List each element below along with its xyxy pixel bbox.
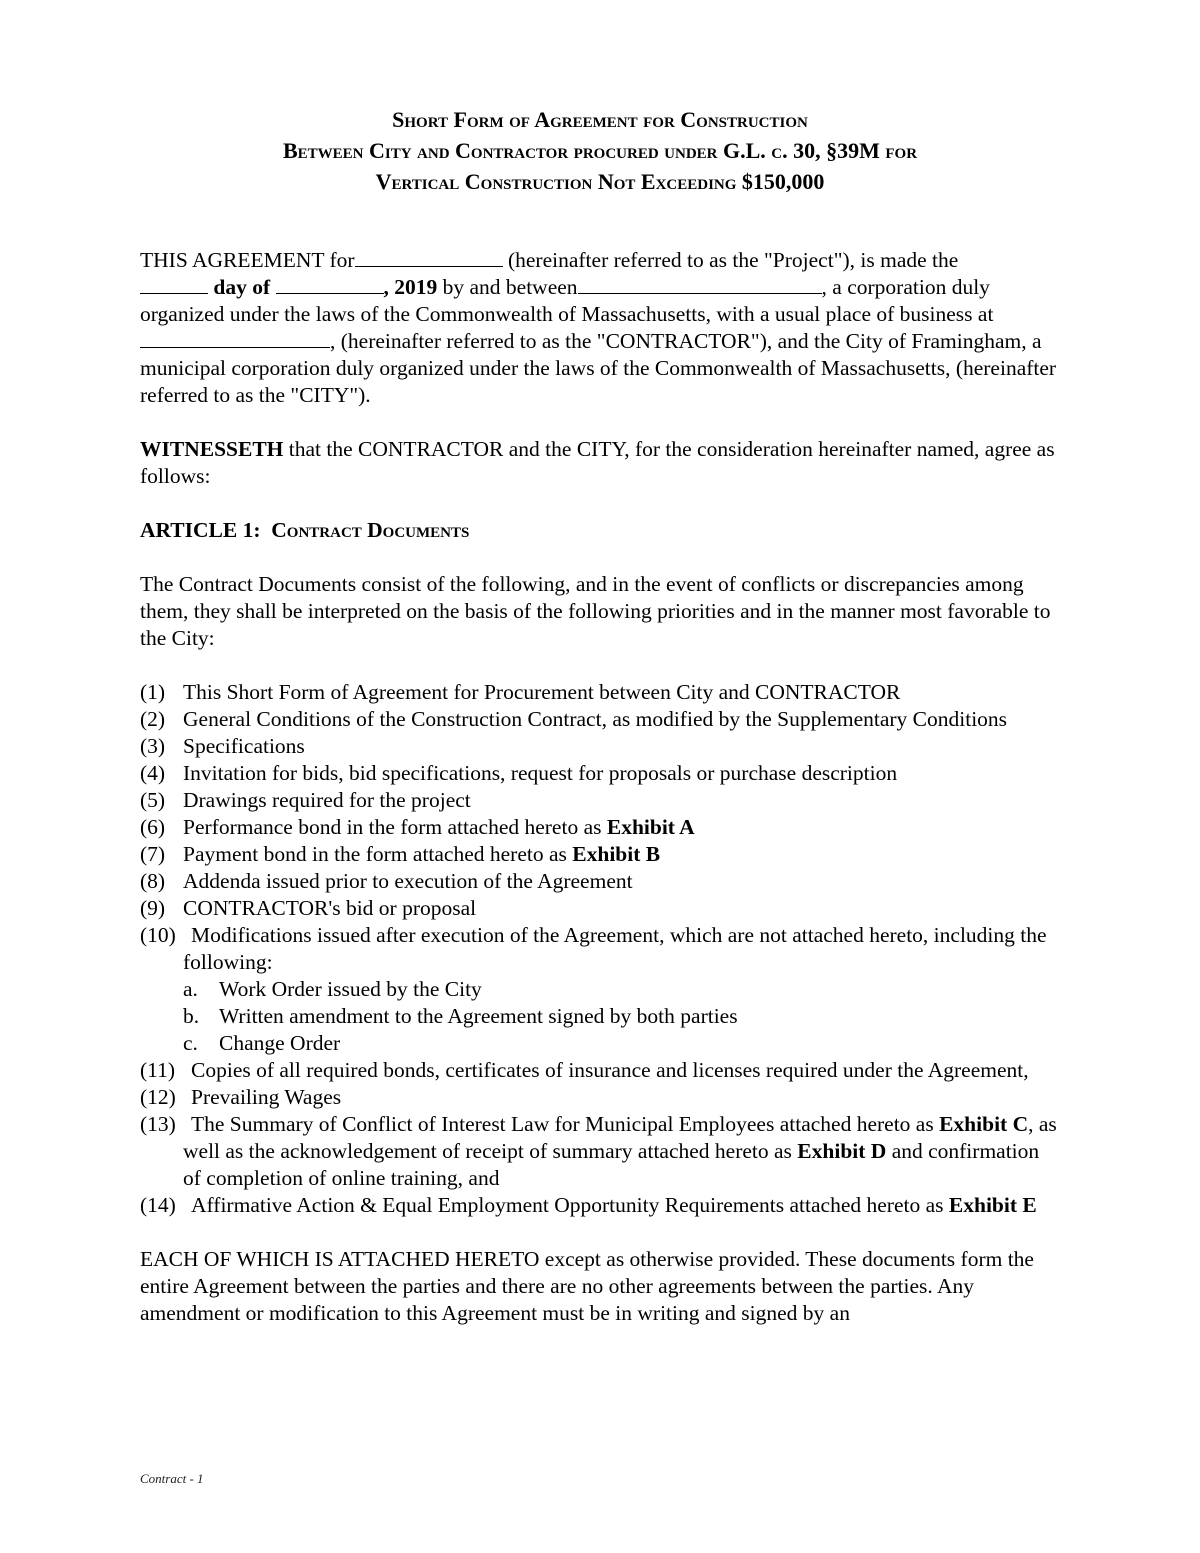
article-1-title: Contract Documents: [271, 518, 470, 542]
list-number: (3): [140, 734, 166, 758]
exhibit-e-label: Exhibit E: [948, 1193, 1037, 1217]
list-item: [140, 1057, 1060, 1084]
list-number: (14): [140, 1193, 176, 1217]
exhibit-a-label: Exhibit A: [606, 815, 695, 839]
list-text: , as well as the acknowledgement of receipt of summary attached hereto as: [183, 1112, 1057, 1163]
day-blank: [140, 275, 208, 294]
sublist-text: Work Order issued by the City: [219, 977, 482, 1001]
witnesseth-paragraph: [140, 436, 1060, 490]
list-number: (2): [140, 707, 166, 731]
sublist-letter: c.: [183, 1031, 198, 1055]
list-text: Drawings required for the project: [183, 788, 471, 812]
closing-paragraph: EACH OF WHICH IS ATTACHED HERETO except as otherwise provided. These documents form the entire Agreement between the parties and there are no other agreements between the parties. Any amendment or modification to this Agreement must be in writing and signed by an: [140, 1247, 1034, 1325]
list-text: Performance bond in the form attached hereto as: [183, 815, 607, 839]
list-number: (9): [140, 896, 166, 920]
sublist-item: [183, 1030, 1060, 1057]
list-item: [140, 814, 1060, 841]
list-number: (12): [140, 1085, 176, 1109]
title-line-2: Between City and Contractor procured under G.L. c. 30, §39M for: [282, 138, 918, 163]
list-text: The Summary of Conflict of Interest Law for Municipal Employees attached hereto as: [191, 1112, 940, 1136]
list-number: (6): [140, 815, 166, 839]
list-item: [140, 1084, 1060, 1111]
document-page: [140, 104, 1060, 1327]
sublist-item: [183, 1003, 1060, 1030]
contractor-name-blank: [578, 275, 822, 294]
list-number: (11): [140, 1058, 176, 1082]
contract-documents-intro: The Contract Documents consist of the following, and in the event of conflicts or discrepancies among them, they shall be interpreted on the basis of the following priorities and in the manner most favorable to the City:: [140, 572, 1051, 650]
list-number: (10): [140, 923, 176, 947]
intro-text-e: by and between: [437, 275, 578, 299]
article-1-label: ARTICLE 1:: [140, 518, 261, 542]
list-text: Invitation for bids, bid specifications, request for proposals or purchase description: [183, 761, 898, 785]
document-title: [140, 104, 1060, 197]
modifications-sublist: [183, 976, 1060, 1057]
list-item: [140, 841, 1060, 868]
project-blank: [355, 248, 503, 267]
list-item: [140, 787, 1060, 814]
list-item: [140, 1111, 1060, 1192]
intro-text-f: , a corporation duly organized under the laws of the Commonwealth of Massachusetts, with a usual place of business at: [140, 275, 994, 326]
title-line-1: Short Form of Agreement for Construction: [392, 107, 808, 132]
address-blank: [140, 329, 330, 348]
exhibit-c-label: Exhibit C: [939, 1112, 1029, 1136]
list-text: Prevailing Wages: [191, 1085, 342, 1109]
intro-text-a: THIS AGREEMENT for: [140, 248, 355, 272]
list-item: [140, 733, 1060, 760]
exhibit-b-label: Exhibit B: [572, 842, 661, 866]
list-number: (1): [140, 680, 166, 704]
list-item: [140, 760, 1060, 787]
list-text: and confirmation of completion of online training, and: [183, 1139, 1040, 1190]
contract-documents-list: [140, 679, 1060, 1219]
list-number: (7): [140, 842, 166, 866]
title-line-3: Vertical Construction Not Exceeding $150,000: [375, 169, 825, 194]
intro-text-g: , (hereinafter referred to as the "CONTRACTOR"), and the City of Framingham, a municipal corporation duly organized under the laws of the Commonwealth of Massachusetts, (hereinafter referred to as the "CITY").: [140, 329, 1057, 407]
month-blank: [276, 275, 384, 294]
exhibit-d-label: Exhibit D: [797, 1139, 887, 1163]
list-number: (8): [140, 869, 166, 893]
list-text: General Conditions of the Construction Contract, as modified by the Supplementary Conditions: [183, 707, 1008, 731]
list-item: [140, 1192, 1060, 1219]
list-text: Addenda issued prior to execution of the Agreement: [183, 869, 633, 893]
page-footer: Contract - 1: [140, 1471, 204, 1486]
sublist-text: Change Order: [219, 1031, 341, 1055]
list-item: [140, 922, 1060, 1057]
list-text: This Short Form of Agreement for Procurement between City and CONTRACTOR: [183, 680, 901, 704]
article-1-heading: [140, 517, 1060, 544]
agreement-intro: [140, 247, 1060, 409]
intro-year: , 2019: [383, 275, 438, 299]
intro-text-b: (hereinafter referred to as the "Project"), is made the: [502, 248, 959, 272]
list-text: Affirmative Action & Equal Employment Opportunity Requirements attached hereto as: [191, 1193, 949, 1217]
list-text: Payment bond in the form attached hereto as: [183, 842, 573, 866]
witnesseth-label: WITNESSETH: [140, 437, 284, 461]
list-number: (5): [140, 788, 166, 812]
list-item: [140, 868, 1060, 895]
list-item: [140, 895, 1060, 922]
list-text: Copies of all required bonds, certificates of insurance and licenses required under the Agreement,: [191, 1058, 1029, 1082]
list-number: (13): [140, 1112, 176, 1136]
list-text: Modifications issued after execution of the Agreement, which are not attached hereto, including the following:: [183, 923, 1047, 974]
list-item: [140, 679, 1060, 706]
sublist-item: [183, 976, 1060, 1003]
list-item: [140, 706, 1060, 733]
sublist-text: Written amendment to the Agreement signed by both parties: [219, 1004, 738, 1028]
intro-day-of: day of: [208, 275, 276, 299]
sublist-letter: b.: [183, 1004, 200, 1028]
sublist-letter: a.: [183, 977, 198, 1001]
list-text: CONTRACTOR's bid or proposal: [183, 896, 477, 920]
list-text: Specifications: [183, 734, 305, 758]
list-number: (4): [140, 761, 166, 785]
witnesseth-text: that the CONTRACTOR and the CITY, for the consideration hereinafter named, agree as follows:: [140, 437, 1055, 488]
